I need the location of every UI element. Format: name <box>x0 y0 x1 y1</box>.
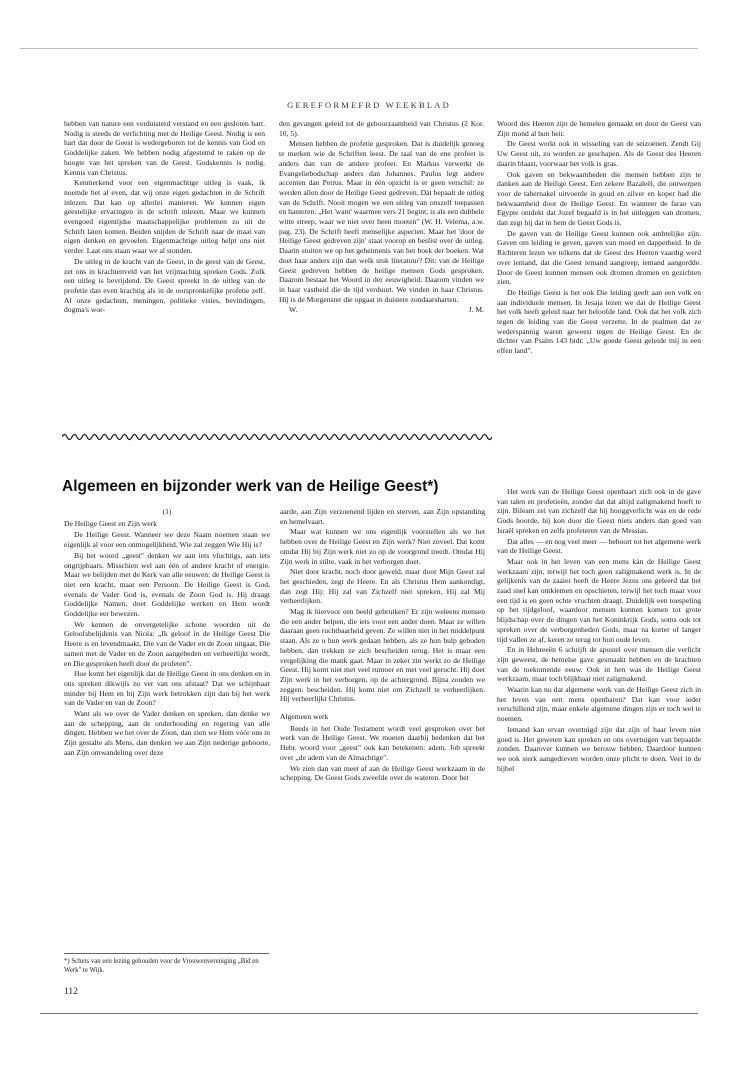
paragraph: De Heilige Geest is het ook Die leiding geeft aan een volk en aan individuele mensen. In Jesaja lezen we dat de Heilige Geest het volk heeft geleid naar het beloofde land. Ook dat het volk zich tegen de leiding van die Geest verzette. In de psalmen dat ze wederspannig waren geweest tegen de Heilige Geest. En de dichter van Psalm 143 bidt: „Uw goede Geest geleide mij in een effen land". <box>497 287 701 356</box>
paragraph: Reeds in het Oude Testament wordt veel gesproken over het werk van de Heilige Geest. We moeten daarbij bedenken dat het Hebr. woord voor „geest" ook kan betekenen: adem. Job spreekt over „de adem van de Almachtige". <box>280 723 485 762</box>
subheading: Algemeen werk <box>280 712 329 722</box>
wavy-divider <box>62 430 492 444</box>
paragraph: Want als we over de Vader denken en spreken, dan denke we aan de schepping, aan de onderhouding en regering van alle dingen. Hebben we het over de Zoon, dan zien we Hem vóór ons in Zijn gestalte als Mens, dan denken we aan Zijn nederige geboorte, aan Zijn omwandeling over deze <box>64 709 270 757</box>
paragraph: De uitleg in de kracht van de Geest, in de geest van de Geest, zet ons in krachtenveld van het vrijmachtig spreken Gods. Zulk een uitleg is bevrijdend. De Geest spreekt in de uitleg van de profetie dan even krachtig als in de oorspronkelijke profetie zelf. Al onze gedachten, meningen, politieke visies, bevindingen, dogma's wor- <box>64 256 265 315</box>
paragraph: De Geest werkt ook in wisseling van de seizoenen. Zendt Gij Uw Geest uit, zo worden ze geschapen. Als de Geest des Heeren daarin blaast, voorwaar het volk is gras. <box>497 139 701 168</box>
paragraph: Niet door kracht, noch door geweld, maar door Mijn Geest zal het geschieden, zegt de Heere. En als Christus Hem aankondigt, dan zegt Hij: Hij zal van Zichzelf niet spreken, Hij zal Mij verheerlijken. <box>280 567 485 606</box>
top-rule <box>20 48 698 49</box>
bottom-rule <box>40 1013 698 1014</box>
paragraph: Het werk van de Heilige Geest openbaart zich ook in de gave van talen en profetieën, zonder dat dat altijd zaligmakend hoeft te zijn. Bileam zei van zichzelf dat hij hooggverlicht was en de rede Gods hoorde, hij kon door die Geest niets anders dan goed van Israël spreken en zelfs profeteren van de Messias. <box>497 487 701 535</box>
signature-line <box>279 305 484 315</box>
paragraph: Bij het woord „geest" denken we aan iets vluchtigs, aan iets ongrijpbaars. Misschien wel aan één of andere kracht of energie. Maar we belijden met de Kerk van alle eeuwen: de Heilige Geest is niet een kracht, maar een Persoon. De Heilige Geest is God, evenals de Vader God is, evenals de Zoon God is. Hij draagt Goddelijke Namen, doet Goddelijke werken en Hem wordt Goddelijke eer bewezen. <box>64 550 270 619</box>
paragraph: den gevangen geleid tot de gehoorzaamheid van Christus (2 Kor. 10, 5). <box>279 119 484 138</box>
paragraph: aarde, aan Zijn verzoenend lijden en sterven, aan Zijn opstanding en hemelvaart. <box>280 507 485 526</box>
paragraph: Waarin kan nu dat algemene werk van de Heilige Geest zich in het leven van een mens openbaren? Dat kan voor ieder verschillend zijn, maar enkele algemene dingen zijn er toch wel te noemen. <box>497 685 701 724</box>
paragraph: Ook gaven en bekwaamheden die mensen hebben zijn te danken aan de Heilige Geest. Een zekere Bazaleël, die ontwerpen voor de tabernakel uitvoerde in goud en zilver en koper had die bekwaamheid door de Heilige Geest. En wanneer de farao van Egypte ontdekt dat Jozef begaafd is in het uitleggen van dromen, dan zegt hij dat in hem de Geest Gods is. <box>497 169 701 228</box>
footnote-rule <box>64 953 269 954</box>
paragraph: Woord des Heeren zijn de hemelen gemaakt en door de Geest van Zijn mond al hun heir. <box>497 119 701 138</box>
paragraph: De gaven van de Heilige Geest kunnen ook ambtelijke zijn. Gaven om leiding te geven, gaven van moed en dapperheid. In de Richteren lezen we telkens dat de Geest des Heeren vaardig werd over iemand, dat die Geest iemand aangreep, iemand aangordde. Door de Geest kunnen mensen ook dromen dromen en gezichten zien. <box>497 228 701 287</box>
paragraph: Maar wat kunnen we ons eigenlijk voorstellen als we het hebben over de Heilige Geest en Zijn werk? Niet zoveel. Dat komt omdat Hij bij Zijn werk niet zo op de voorgrond treedt. Omdat Hij Zijn werk in stilte, vaak in het verborgen doet. <box>280 527 485 566</box>
paragraph: En in Hebreeën 6 schrijft de apostel over mensen die verlicht zijn geweest, de hemelse gave gesmaakt hebben en de krachten van de toekomende eeuw. Ook in hen was de Heilige Geest werkzaam, maar toch blijkbaar niet zaligmakend. <box>497 645 701 684</box>
paragraph: We kennen de onvergetelijke schone woorden uit de Geloofsbelijdenis van Nicéa: „Ik geloof in de Heilige Geest Die Heere is en levendmaakt, Die van de Vader en de Zoon uitgaat, Die samen met de Vader en de Zoon aangebeden en verheerlijkt wordt, en Die gesproken heeft door de profeten". <box>64 619 270 668</box>
subheading: De Heilige Geest en Zijn werk <box>64 518 157 528</box>
article-column-3 <box>497 487 701 991</box>
part-number: (1) <box>162 507 172 516</box>
top-column-3 <box>497 119 701 479</box>
paragraph: Maar ook in het leven van een mens kàn de Heilige Geest werkzaam zijn, terwijl het toch geen zaligmakend werk is. In de gelijkenis van de zaaier heeft de Heere Jezus ons geleerd dat het zaad snel kan ontkiemen en opschieten, terwijl het toch maar voor een tijd is en geen echte vruchten draagt. Duidelijk een toespeling op het tijdgeloof, waardoor mensen kunnen komen tot grote blijdschap over de dingen van het Koninkrijk Gods, soms ook tot spreken over de verborgenheden Gods, maar na korter of langer tijd vallen ze af, keren ze terug tot hun oude leven. <box>497 556 701 644</box>
paragraph: De Heilige Geest. Wanneer we deze Naam noemen staan we eigenlijk al voor een onmogelijkheid. Wie zal zeggen Wie Hij is? <box>64 530 270 550</box>
paragraph: Hoe komt het eigenlijk dat de Heilige Geest in ons denken en in ons spreken dikwijls zo ver van ons afstaat? Dat we schijnbaar minder bij Hem en bij Zijn werk betrokken zijn dan bij het werk van de Vader en van de Zoon? <box>64 669 270 708</box>
paragraph: hebben van nature een verduisterd verstand en een gesloten hart. Nodig is steeds de verlichting met de Heilige Geest. Nodig is een hart dat door de Geest is wedergeboren tot de kennis van God en Goddelijke zaken. We hebben nodig afgestemd te raken op de hoogte van het spreken van de Geest. Godskennis is nodig. Kennis van Christus. <box>64 119 265 177</box>
signature-left: W. <box>289 305 298 315</box>
running-head: GEREFORMEFRD WEEKBLAD <box>287 100 451 110</box>
page-number: 112 <box>64 987 78 997</box>
article-column-1 <box>64 507 270 904</box>
signature-right: J. M. <box>468 305 484 315</box>
top-column-1 <box>64 119 265 428</box>
top-column-2 <box>279 119 484 444</box>
paragraph: Dat alles — en nog veel meer — behoort tot het algemene werk van de Heilige Geest. <box>497 536 701 556</box>
paragraph: We zien dan van meet af aan de Heilige Geest werkzaam in de schepping. De Geest Gods zweefde over de wateren. Door het <box>280 763 485 783</box>
paragraph: Kenmerkend voor een eigenmachtige uitleg is vaak, ik noemde het al even, dat wij onze eigen gedachten in de Schrift inlezen. Dat kan op allerlei manieren. We kunnen eigen geestelijke ervaringen in de schrift inlezen. Maar we kunnen evengoed eigentijdse maatschappelijke problemen zo uit de Schrift laten komen. Beiden snijden de Schrift naar de maat van eigen denken en gevoelen. Eigenmachtige uitleg helpt ons niet verder. Laat ons staan waar we al stonden. <box>64 178 265 256</box>
paragraph: Mag ik hiervoor een beeld gebruiken? Er zijn weleens mensen die een ander helpen, die iets voor een ander doen. Maar ze willen daaraan geen ruchtbaarheid geven. Ze willen niet in het middelpunt staan. Als ze u hun werk gedaan hebben, als ze hun hulp geboden hebben, dan trekken ze zich bescheiden terug. Het is maar een vergelijking die mank gaat. Maar in zeker zin werkt zo de Heilige Geest. Hij komt niet met veel rumoer en met veel gerucht. Hij doet Zijn werk in het verborgen, op de achtergrond. Bijna zouden we zeggen: bescheiden. Hij komt niet om Zichzelf te verheerlijken. Hij verheerlijkt Christus. <box>280 607 485 704</box>
paragraph: Mensen hebben de profetie gesproken. Dat is duidelijk genoeg te merken wie de Schriften leest. De taal van de ene profeet is anders dan van de andere profeet. En Markus verwerkt de Evangeliebodschap anders dan Johannes. Paulus legt andere accenten dan Petrus. Maar in één opzicht is er geen verschil: ze werden allen door de Heilige Geest gedreven. Dàt bepaalt de uitleg van de Schrift. Nooit mogen we een uitleg van onszelf toepassen en hanteren. „Het 'want' waarmee vers 21 begint, is als een dubbele witte streep, waar we niet over heen moeten" (W. H. Velema, a.w. pag. 23). De Schrift heeft menselijke aspecten. Maar het 'door de Heilige Geest gedreven zijn' staat voorop en beslist over de uitleg. Daarin stuiten we op het geheimenis van het boek der boeken. Wat doet haar anders zijn dan welk stuk literatuur? Dit: van de Heilige Geest gedreven hebben de heilige mensen Gods gesproken. Daarom bestaat het Woord in der eeuwigheid. Daarom vinden we in haar vastheid die de tijd verduurt. We vinden in haar Christus. Hij is de Morgenster die opgaat in duistere zondaarsharten. <box>279 139 484 304</box>
article-column-2 <box>280 507 485 935</box>
paragraph: Iemand kan ervan overtuigd zijn dat zijn of haar leven niet goed is. Het geweten kan spreken en ons overtuigen van bepaalde zonden. Daarover kunnen we berouw hebben. Daardoor kunnen we ook sterk aangedreven worden onze plicht te doen. Veel in de bijbel <box>497 724 701 773</box>
article-title: Algemeen en bijzonder werk van de Heilige Geest*) <box>62 478 439 495</box>
footnote: *) Schets van een lezing gehouden voor de Vrouwenvereniging „Bid en Werk" te Wijk. <box>64 958 259 974</box>
